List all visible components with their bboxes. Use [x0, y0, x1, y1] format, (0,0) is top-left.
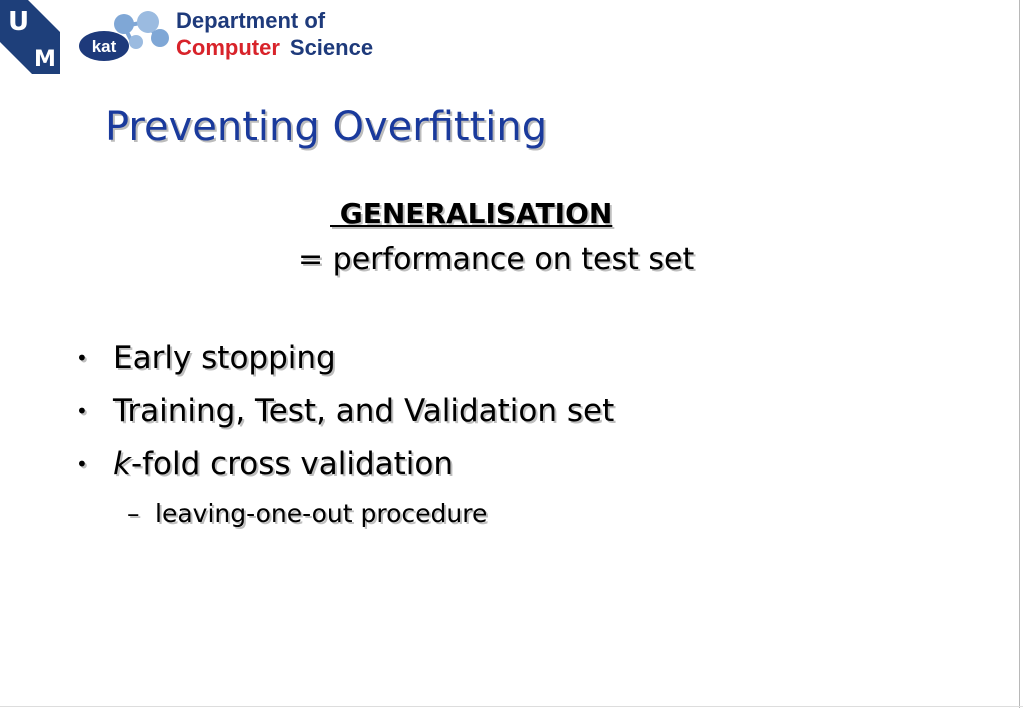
slide-title: Preventing Overfitting [105, 104, 548, 150]
kat-molecule-icon [78, 8, 174, 66]
bullet-list [76, 336, 976, 535]
bullet-text-rest: -fold cross validation [130, 446, 454, 482]
department-name-line1: Department of [176, 8, 326, 33]
bullet-item [76, 442, 976, 495]
bullet-marker: • [76, 452, 88, 476]
bullet-marker: • [76, 346, 88, 370]
department-logo [78, 6, 428, 66]
logo-letter-u: U [8, 7, 30, 37]
bullet-item [76, 389, 976, 442]
bullet-italic-k: k [113, 446, 131, 482]
university-logo [0, 0, 60, 74]
bullet-text: Training, Test, and Validation set [113, 393, 615, 429]
bullet-marker: • [76, 399, 88, 423]
bullet-text-kfold [113, 442, 453, 487]
right-edge-rule [1019, 0, 1020, 708]
generalisation-definition: = performance on test set [298, 242, 695, 277]
generalisation-heading: GENERALISATION [330, 197, 613, 230]
sub-bullet-item [76, 495, 976, 535]
bullet-item [76, 336, 976, 389]
logo-letter-m: M [34, 47, 56, 72]
department-word-science: Science [289, 35, 374, 60]
kat-label: kat [91, 37, 117, 56]
sub-bullet-text: leaving-one-out procedure [155, 499, 488, 528]
bullet-text: Early stopping [113, 340, 336, 376]
sub-bullet-marker: – [127, 499, 140, 528]
department-word-computer: Computer [176, 35, 280, 60]
department-name-line2 [176, 35, 373, 61]
bottom-edge-rule [0, 706, 1023, 707]
